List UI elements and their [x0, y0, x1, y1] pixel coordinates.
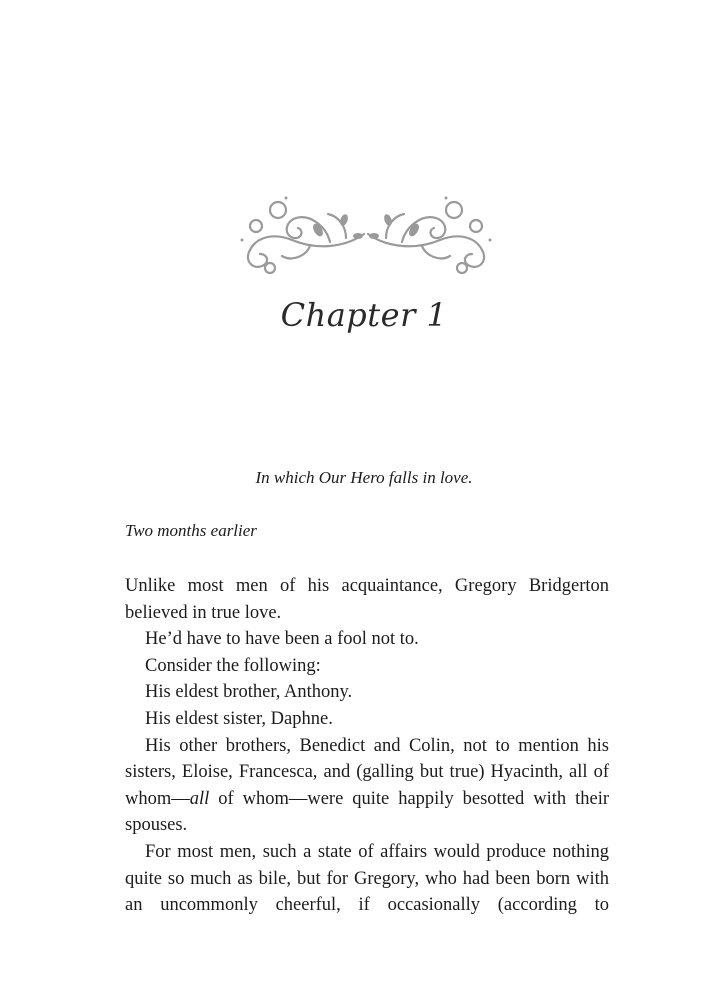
paragraph-text: His other brothers, Benedict and Colin, not to mention his sisters, Eloise, Francesca, and (galling but true) Hyacinth, all of whom— — [125, 735, 609, 809]
paragraph: For most men, such a state of affairs would produce nothing quite so much as bile, but for Gregory, who had been born with an uncommonly cheerful, if occasionally (according to — [125, 841, 609, 916]
body-text — [125, 573, 609, 919]
floral-flourish-icon — [226, 190, 506, 280]
emphasis: all — [189, 788, 210, 809]
paragraph: Unlike most men of his acquaintance, Gregory Bridgerton believed in true love. — [125, 576, 609, 623]
paragraph — [125, 733, 609, 839]
time-note: Two months earlier — [125, 521, 257, 540]
paragraph: His eldest sister, Daphne. — [145, 708, 333, 729]
chapter-subtitle: In which Our Hero falls in love. — [255, 468, 473, 487]
paragraph: Consider the following: — [145, 655, 321, 676]
paragraph: His eldest brother, Anthony. — [145, 682, 353, 703]
paragraph: He’d have to have been a fool not to. — [145, 629, 419, 650]
paragraph-text: of whom—were quite happily besotted with their spouses. — [125, 788, 609, 836]
chapter-title: Chapter 1 — [280, 296, 448, 334]
